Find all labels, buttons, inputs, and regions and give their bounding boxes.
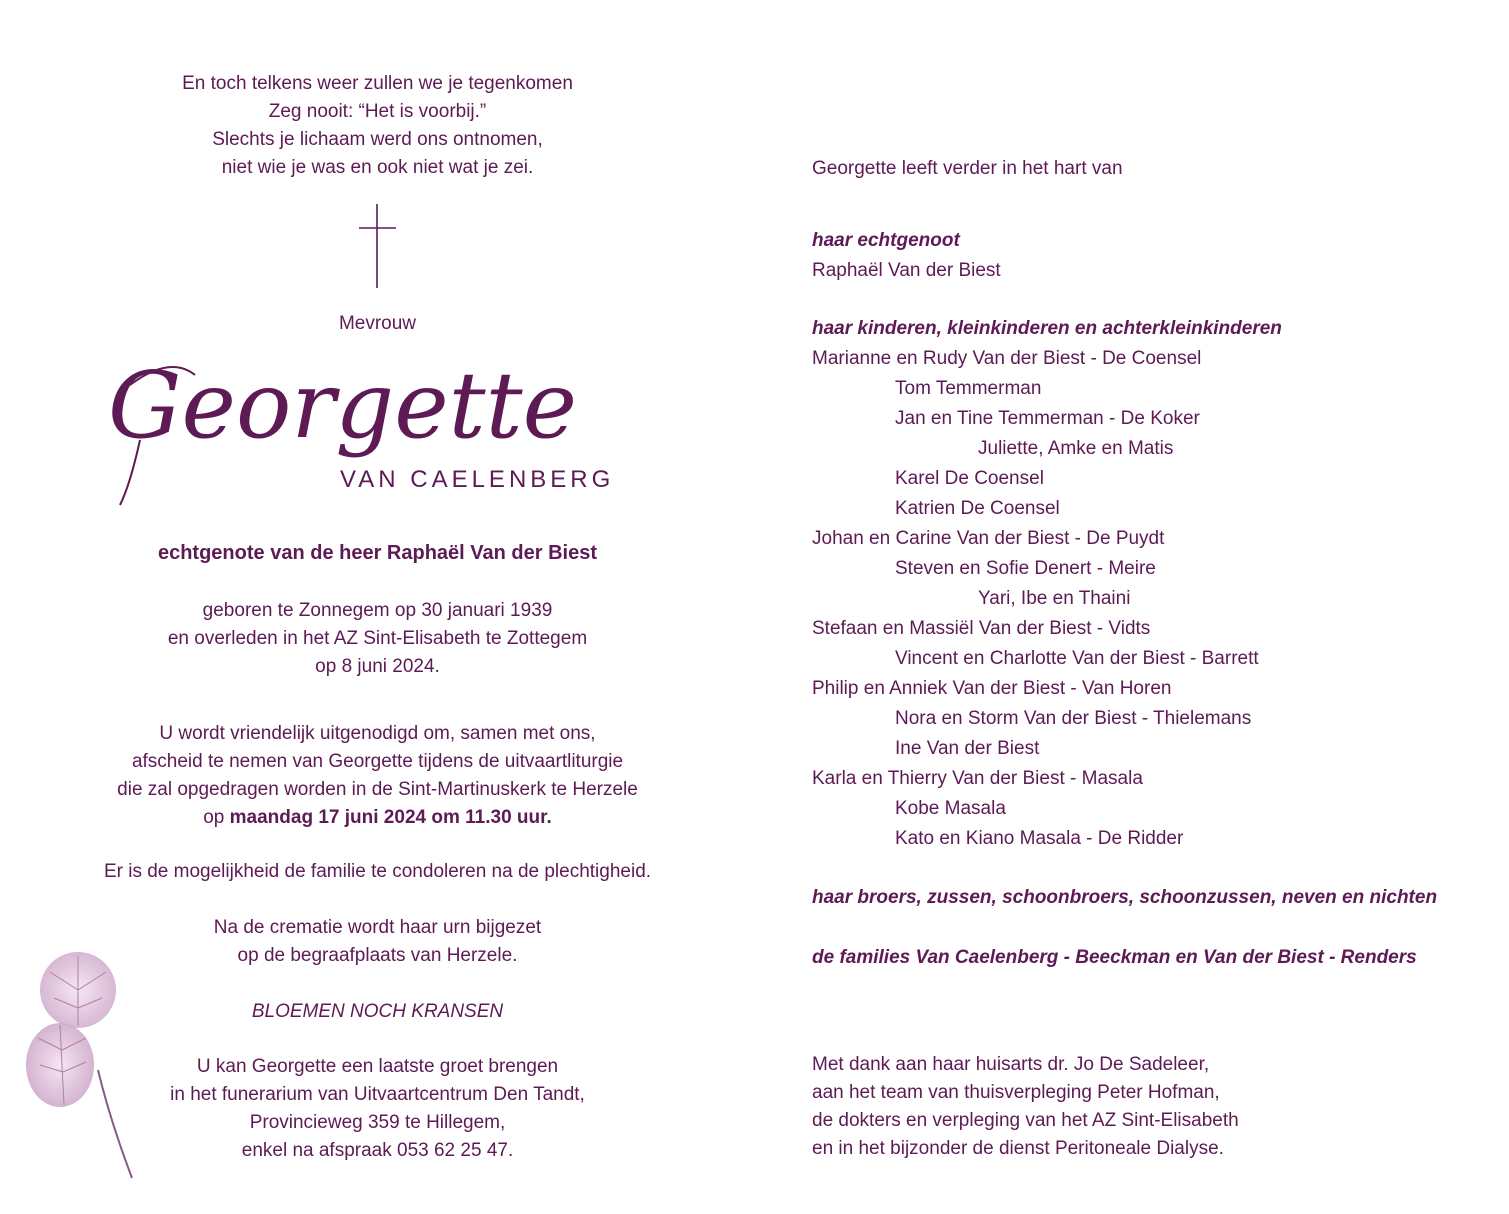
family-member: Stefaan en Massiël Van der Biest - Vidts xyxy=(812,618,1151,639)
family-member: Philip en Anniek Van der Biest - Van Horen xyxy=(812,678,1172,699)
funeral-line: U kan Georgette een laatste groet brengen xyxy=(196,1056,559,1077)
poem-line: En toch telkens weer zullen we je tegenkomen xyxy=(182,73,573,94)
spouse-heading: haar echtgenoot xyxy=(812,230,960,251)
family-intro: Georgette leeft verder in het hart van xyxy=(812,158,1123,179)
thanks-line: de dokters en verpleging van het AZ Sint-Elisabeth xyxy=(812,1110,1239,1131)
children-heading: haar kinderen, kleinkinderen en achterkleinkinderen xyxy=(812,318,1282,339)
funeral-line: in het funerarium van Uitvaartcentrum Den Tandt, xyxy=(170,1084,585,1105)
invitation xyxy=(0,720,755,832)
cross-icon xyxy=(359,204,397,288)
family-member: Johan en Carine Van der Biest - De Puydt xyxy=(812,528,1165,549)
family-member: Tom Temmerman xyxy=(895,378,1042,399)
condolence-note: Er is de mogelijkheid de familie te condoleren na de plechtigheid. xyxy=(103,861,652,882)
family-member: Jan en Tine Temmerman - De Koker xyxy=(895,408,1200,429)
family-member: Ine Van der Biest xyxy=(895,738,1040,759)
family-member: Yari, Ibe en Thaini xyxy=(978,588,1131,609)
families-heading: de families Van Caelenberg - Beeckman en Van der Biest - Renders xyxy=(812,947,1417,968)
invite-prefix: op xyxy=(203,807,225,828)
family-member: Juliette, Amke en Matis xyxy=(978,438,1174,459)
invite-line xyxy=(0,804,755,832)
thanks-line: en in het bijzonder de dienst Peritoneale Dialyse. xyxy=(812,1138,1224,1159)
family-member: Nora en Storm Van der Biest - Thielemans xyxy=(895,708,1252,729)
funeral-line: enkel na afspraak 053 62 25 47. xyxy=(241,1140,514,1161)
family-member: Kobe Masala xyxy=(895,798,1006,819)
birth-info xyxy=(0,597,755,681)
urn-line: Na de crematie wordt haar urn bijgezet xyxy=(213,917,542,938)
birth-line: op 8 juni 2024. xyxy=(315,656,440,677)
spouse-line: echtgenote van de heer Raphaël Van der Biest xyxy=(157,542,598,564)
urn-line: op de begraafplaats van Herzele. xyxy=(237,945,518,966)
flowers-note: BLOEMEN NOCH KRANSEN xyxy=(251,1001,504,1022)
birth-line: en overleden in het AZ Sint-Elisabeth te Zottegem xyxy=(167,628,588,649)
siblings-heading: haar broers, zussen, schoonbroers, schoonzussen, neven en nichten xyxy=(812,887,1438,908)
family-member: Karla en Thierry Van der Biest - Masala xyxy=(812,768,1143,789)
family-member: Karel De Coensel xyxy=(895,468,1044,489)
family-member: Steven en Sofie Denert - Meire xyxy=(895,558,1156,579)
title-mevrouw: Mevrouw xyxy=(338,313,417,334)
invite-line: afscheid te nemen van Georgette tijdens de uitvaartliturgie xyxy=(131,751,624,772)
invite-line: die zal opgedragen worden in de Sint-Martinuskerk te Herzele xyxy=(117,779,638,800)
family-member: Marianne en Rudy Van der Biest - De Coensel xyxy=(812,348,1202,369)
first-name-text: Georgette xyxy=(108,352,578,459)
family-member: Katrien De Coensel xyxy=(895,498,1060,519)
poem-line: Zeg nooit: “Het is voorbij.” xyxy=(268,101,487,122)
family-member: Kato en Kiano Masala - De Ridder xyxy=(895,828,1184,849)
thanks-line: Met dank aan haar huisarts dr. Jo De Sadeleer, xyxy=(812,1054,1210,1075)
surname: VAN CAELENBERG xyxy=(340,466,615,493)
birth-line: geboren te Zonnegem op 30 januari 1939 xyxy=(202,600,553,621)
poem-line: niet wie je was en ook niet wat je zei. xyxy=(221,157,534,178)
spouse-name: Raphaël Van der Biest xyxy=(812,260,1001,281)
eucalyptus-leaves-illustration xyxy=(20,950,150,1190)
family-member: Vincent en Charlotte Van der Biest - Barrett xyxy=(895,648,1259,669)
thanks-line: aan het team van thuisverpleging Peter Hofman, xyxy=(812,1082,1220,1103)
poem xyxy=(0,70,755,182)
invite-line: U wordt vriendelijk uitgenodigd om, samen met ons, xyxy=(159,723,596,744)
service-datetime: maandag 17 juni 2024 om 11.30 uur. xyxy=(229,807,552,828)
poem-line: Slechts je lichaam werd ons ontnomen, xyxy=(212,129,543,150)
funeral-line: Provincieweg 359 te Hillegem, xyxy=(249,1112,506,1133)
